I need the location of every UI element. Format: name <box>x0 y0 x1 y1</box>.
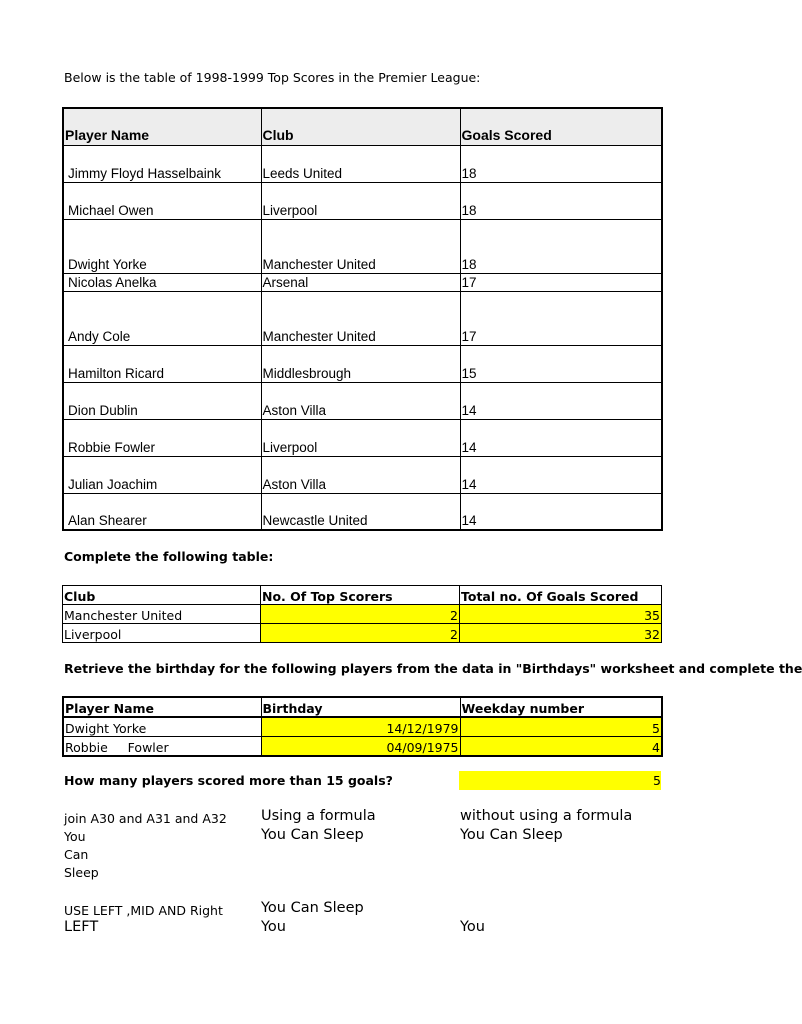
column-header: Total no. Of Goals Scored <box>460 586 662 605</box>
table-cell[interactable]: Nicolas Anelka <box>63 273 261 291</box>
table-cell[interactable]: 14 <box>460 382 662 419</box>
row-label-cell[interactable]: Robbie Fowler <box>63 737 261 757</box>
word-you: You <box>64 829 86 844</box>
table-cell[interactable]: 17 <box>460 273 662 291</box>
formula-header: Using a formula <box>261 808 376 824</box>
question-answer-cell[interactable]: 5 <box>459 771 661 790</box>
table-cell[interactable]: Manchester United <box>261 219 460 273</box>
answer-cell[interactable]: 2 <box>261 624 460 643</box>
answer-cell[interactable]: 35 <box>460 605 662 624</box>
table-row <box>63 345 662 382</box>
no-formula-result[interactable]: You Can Sleep <box>460 827 563 843</box>
formula-result[interactable]: You Can Sleep <box>261 827 364 843</box>
table-cell[interactable]: Dion Dublin <box>63 382 261 419</box>
word-can: Can <box>64 847 89 862</box>
no-formula-header: without using a formula <box>460 808 633 824</box>
answer-cell[interactable]: 5 <box>460 717 662 737</box>
table-cell[interactable]: 15 <box>460 345 662 382</box>
column-header: Player Name <box>63 697 261 717</box>
column-header: No. Of Top Scorers <box>261 586 460 605</box>
table-cell[interactable]: Hamilton Ricard <box>63 345 261 382</box>
column-header: Weekday number <box>460 697 662 717</box>
answer-cell[interactable]: 2 <box>261 605 460 624</box>
table-cell[interactable]: Aston Villa <box>261 456 460 493</box>
column-header: Club <box>63 586 261 605</box>
table-row <box>63 624 662 643</box>
table-cell[interactable]: 14 <box>461 513 477 528</box>
table-row <box>63 419 662 456</box>
table-cell[interactable]: Michael Owen <box>63 182 261 219</box>
table-cell[interactable]: Arsenal <box>261 273 460 291</box>
column-header: Birthday <box>261 697 460 717</box>
table-row <box>63 493 662 530</box>
table-cell[interactable]: 18 <box>460 182 662 219</box>
table-cell[interactable]: 14 <box>460 456 662 493</box>
join-label: join A30 and A31 and A32 <box>64 811 227 826</box>
answer-cell[interactable]: 32 <box>460 624 662 643</box>
table-cell[interactable]: Alan Shearer <box>63 493 261 530</box>
club-summary-table <box>62 585 662 643</box>
question-text: How many players scored more than 15 goals? <box>64 773 393 788</box>
table-row <box>63 456 662 493</box>
left-formula-result[interactable]: You <box>261 919 286 935</box>
table-cell[interactable]: 14 <box>460 419 662 456</box>
word-sleep: Sleep <box>64 865 99 880</box>
birthday-table <box>62 696 663 757</box>
answer-cell[interactable]: 4 <box>460 737 662 757</box>
left-no-formula-result[interactable]: You <box>460 919 485 935</box>
table-row <box>63 717 662 737</box>
section2-heading: Complete the following table: <box>64 549 274 564</box>
left-mid-label: USE LEFT ,MID AND Right <box>64 903 223 918</box>
intro-text: Below is the table of 1998-1999 Top Scores in the Premier League: <box>64 70 481 85</box>
table-row <box>63 737 662 757</box>
row-label-cell[interactable]: Liverpool <box>63 624 261 643</box>
table-cell[interactable]: 17 <box>460 291 662 345</box>
table-header-row <box>63 586 662 605</box>
table-cell[interactable]: Julian Joachim <box>63 456 261 493</box>
table-cell[interactable]: Robbie Fowler <box>63 419 261 456</box>
column-header: Player Name <box>63 108 261 145</box>
table-header-row <box>63 108 662 145</box>
row-label-cell[interactable]: Manchester United <box>63 605 261 624</box>
table-cell[interactable]: Andy Cole <box>63 291 261 345</box>
table-header-row <box>63 697 662 717</box>
column-header: Goals Scored <box>460 108 662 145</box>
answer-cell[interactable]: 14/12/1979 <box>261 717 460 737</box>
table-cell[interactable]: Liverpool <box>261 419 460 456</box>
table-cell[interactable]: Newcastle United <box>261 493 460 530</box>
row-label-cell[interactable]: Dwight Yorke <box>63 717 261 737</box>
table-cell[interactable]: Leeds United <box>261 145 460 182</box>
table-cell[interactable]: Middlesbrough <box>261 345 460 382</box>
table-row <box>63 605 662 624</box>
table-row <box>63 219 662 273</box>
section3-heading: Retrieve the birthday for the following players from the data in "Birthdays" worksheet and complete the <box>64 661 802 676</box>
left-label: LEFT <box>64 919 99 935</box>
table-cell[interactable]: Manchester United <box>261 291 460 345</box>
answer-cell[interactable]: 04/09/1975 <box>261 737 460 757</box>
table-cell[interactable]: 18 <box>460 219 662 273</box>
table-row <box>63 291 662 345</box>
table-row <box>63 145 662 182</box>
table-cell[interactable]: 18 <box>460 145 662 182</box>
table-cell[interactable]: Jimmy Floyd Hasselbaink <box>63 145 261 182</box>
table-row <box>63 182 662 219</box>
table-cell[interactable]: Aston Villa <box>261 382 460 419</box>
table-cell[interactable]: Liverpool <box>261 182 460 219</box>
top-scorers-table <box>62 107 663 531</box>
table-row <box>63 382 662 419</box>
column-header: Club <box>261 108 460 145</box>
left-mid-value[interactable]: You Can Sleep <box>261 900 364 916</box>
table-row <box>63 273 662 291</box>
table-cell[interactable]: Dwight Yorke <box>63 219 261 273</box>
